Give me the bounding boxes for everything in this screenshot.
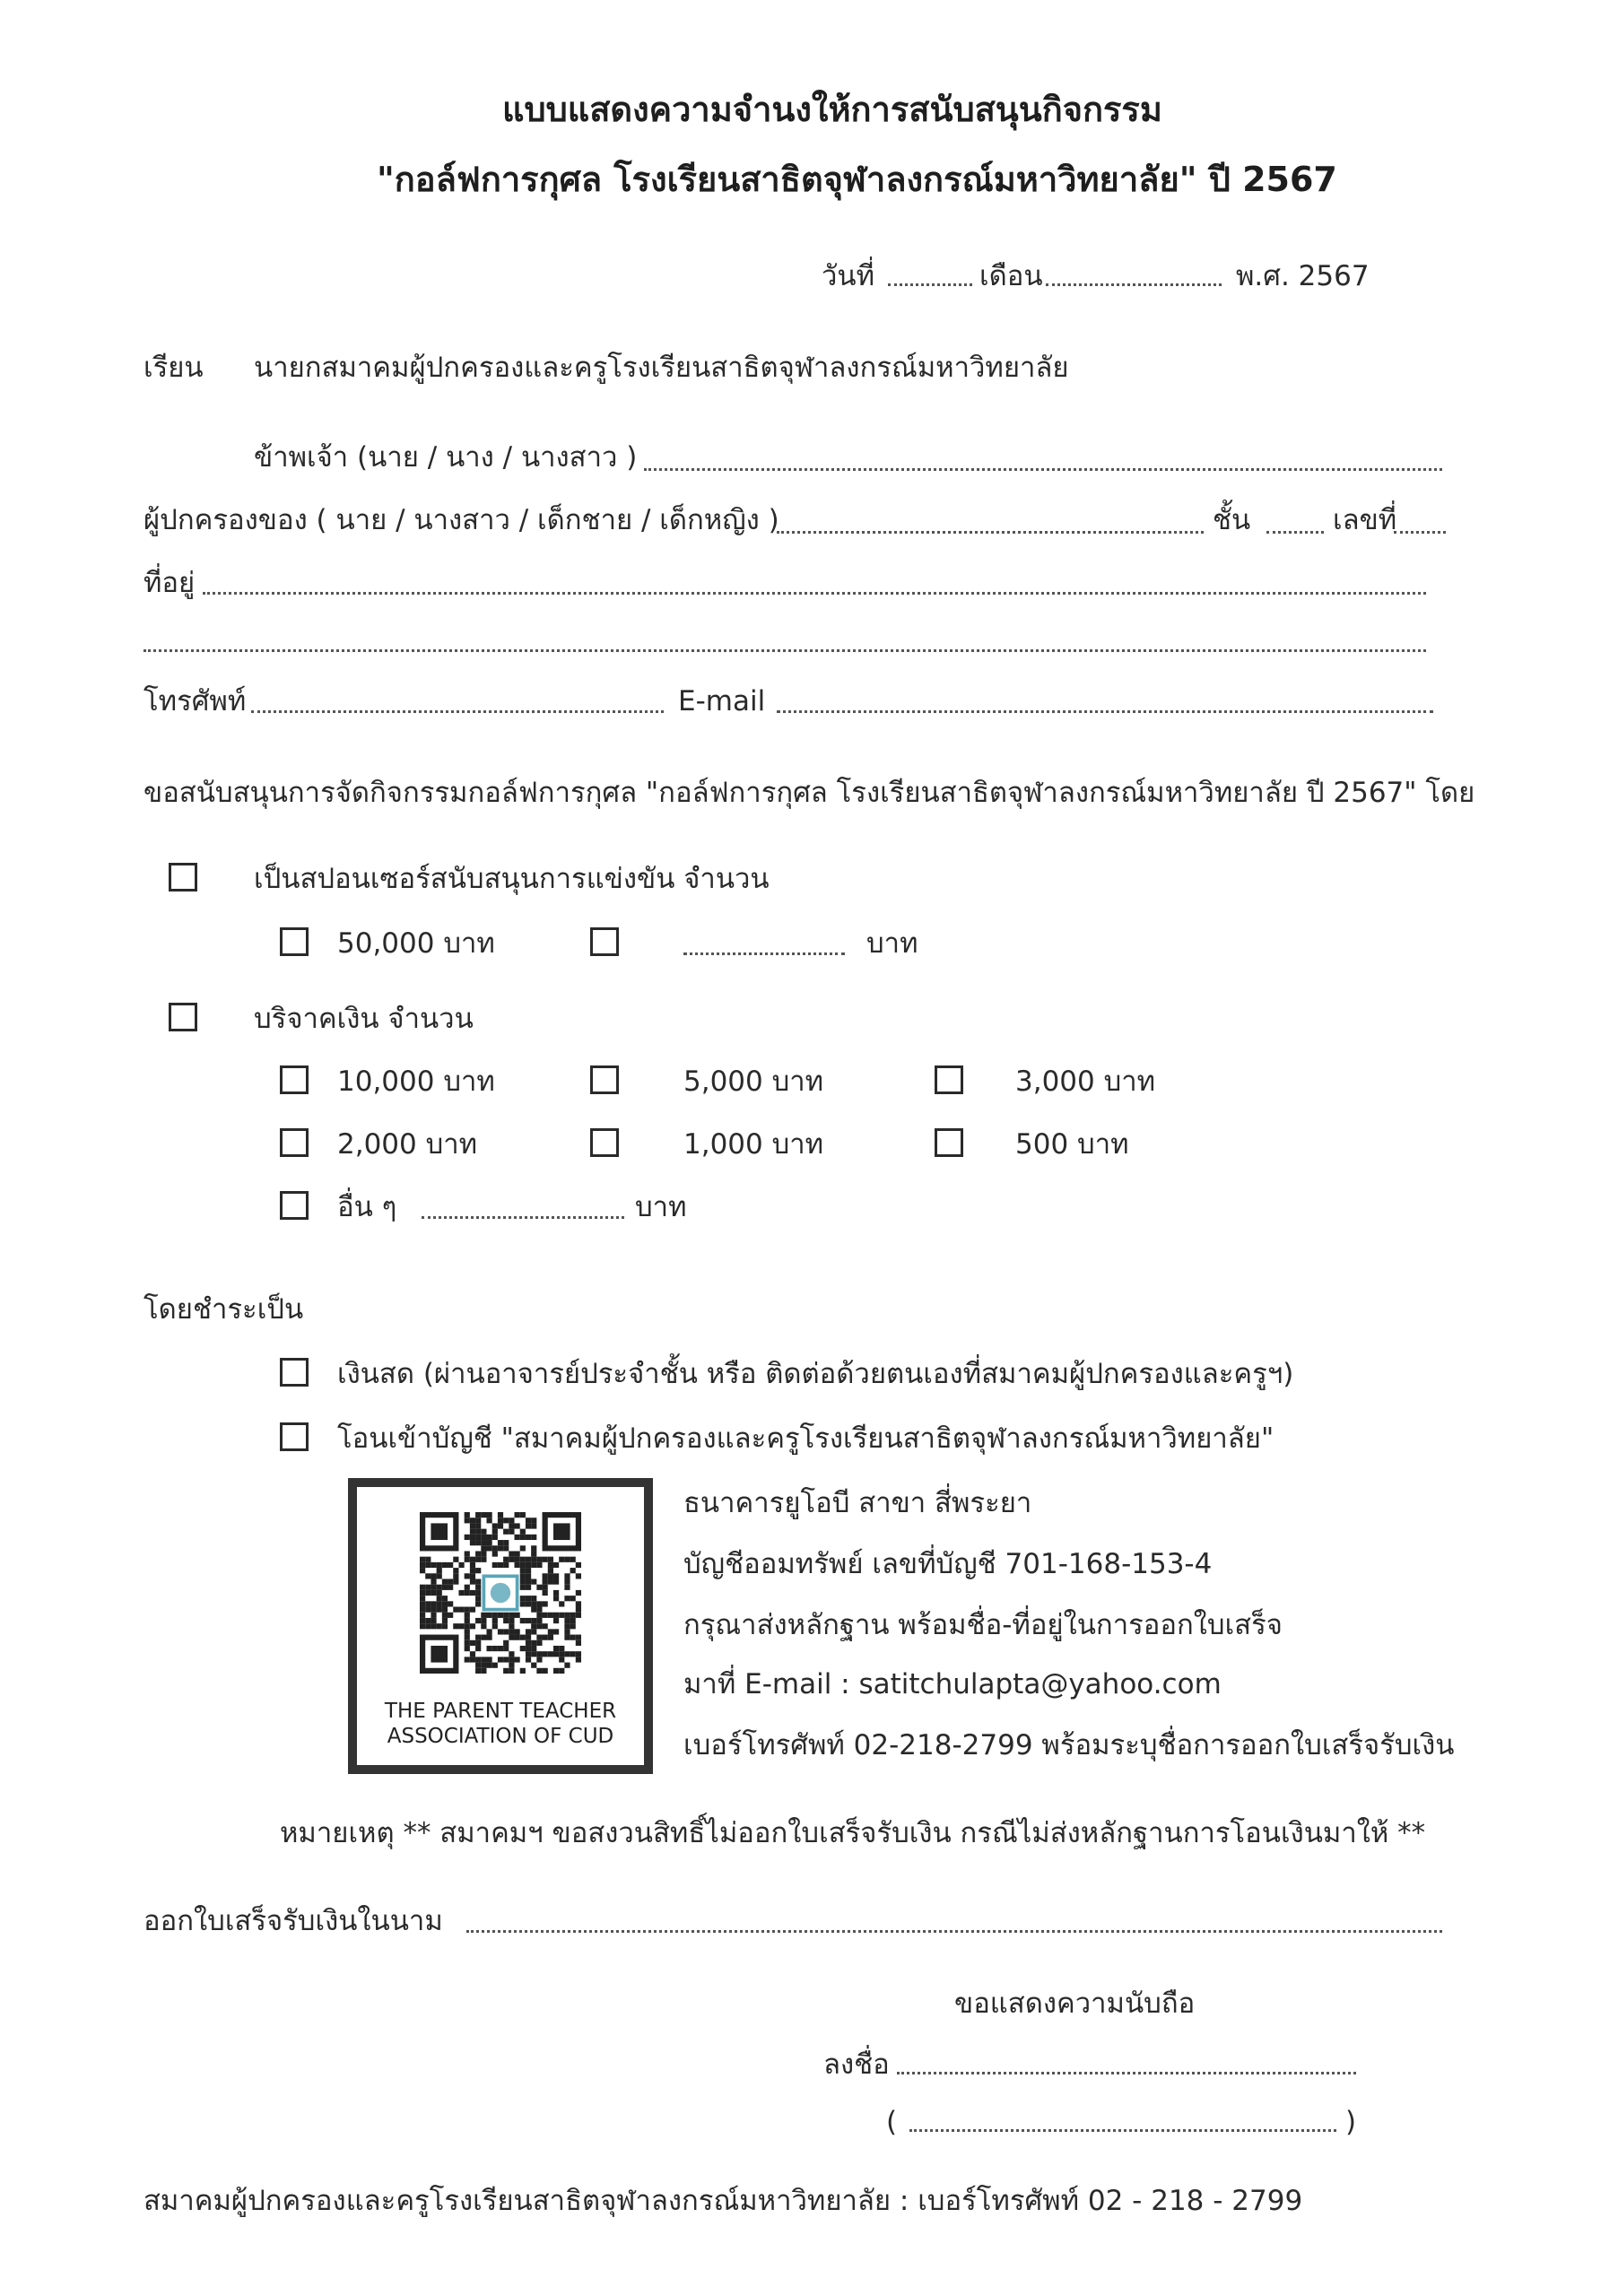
evidence-instruction: กรุณาส่งหลักฐาน พร้อมชื่อ-ที่อยู่ในการออกใบเสร็จ	[683, 1609, 1283, 1641]
payment-cash-label: เงินสด (ผ่านอาจารย์ประจำชั้น หรือ ติดต่อด้วยตนเองที่สมาคมผู้ปกครองและครูฯ)	[337, 1358, 1294, 1390]
number-field[interactable]	[1394, 531, 1446, 534]
email-field[interactable]	[777, 710, 1433, 713]
grade-label: ชั้น	[1213, 504, 1251, 536]
qr-caption-line-1: THE PARENT TEACHER	[384, 1700, 617, 1723]
sponsor-other-field[interactable]	[683, 952, 845, 955]
closing-regards: ขอแสดงความนับถือ	[954, 1987, 1196, 2020]
donation-2000-checkbox[interactable]	[280, 1128, 309, 1157]
donation-3000-label: 3,000 บาท	[1015, 1065, 1156, 1098]
guardian-field[interactable]	[777, 531, 1204, 534]
bank-name: ธนาคารยูโอบี สาขา สี่พระยา	[683, 1487, 1032, 1519]
donation-other-label: อื่น ๆ	[337, 1191, 397, 1223]
donation-5000-checkbox[interactable]	[590, 1065, 619, 1094]
date-day-field[interactable]	[888, 283, 972, 286]
donation-other-field[interactable]	[422, 1216, 624, 1219]
date-year-label: พ.ศ. 2567	[1236, 260, 1370, 292]
donation-500-label: 500 บาท	[1015, 1128, 1129, 1161]
qr-code-icon	[420, 1512, 581, 1674]
sponsor-other-unit: บาท	[866, 927, 918, 960]
donation-label: บริจาคเงิน จำนวน	[254, 1003, 474, 1035]
signatory-paren-open: (	[886, 2106, 898, 2138]
title-line-1: แบบแสดงความจำนงให้การสนับสนุนกิจกรรม	[502, 90, 1162, 129]
recipient-name: นายกสมาคมผู้ปกครองและครูโรงเรียนสาธิตจุฬาลงกรณ์มหาวิทยาลัย	[254, 352, 1069, 384]
note: หมายเหตุ ** สมาคมฯ ขอสงวนสิทธิ์ไม่ออกใบเสร็จรับเงิน กรณีไม่ส่งหลักฐานการโอนเงินมาให้ **	[280, 1817, 1426, 1849]
payment-transfer-checkbox[interactable]	[280, 1422, 309, 1451]
signature-label: ลงชื่อ	[823, 2048, 890, 2081]
qr-code-card	[348, 1478, 653, 1774]
signatory-paren-close: )	[1345, 2106, 1357, 2138]
evidence-phone: เบอร์โทรศัพท์ 02-218-2799 พร้อมระบุชื่อการออกใบเสร็จรับเงิน	[683, 1729, 1455, 1761]
recipient-label: เรียน	[144, 352, 204, 384]
phone-label: โทรศัพท์	[144, 685, 247, 718]
guardian-label: ผู้ปกครองของ ( นาย / นางสาว / เด็กชาย / เด็กหญิง )	[144, 504, 779, 536]
applicant-name-label: ข้าพเจ้า (นาย / นาง / นางสาว )	[254, 441, 638, 474]
donation-10000-checkbox[interactable]	[280, 1065, 309, 1094]
number-label: เลขที่	[1333, 504, 1397, 536]
bank-account: บัญชีออมทรัพย์ เลขที่บัญชี 701-168-153-4	[683, 1548, 1213, 1580]
donation-checkbox[interactable]	[169, 1003, 197, 1031]
title-line-2: "กอล์ฟการกุศล โรงเรียนสาธิตจุฬาลงกรณ์มหาวิทยาลัย" ปี 2567	[377, 160, 1337, 199]
donation-1000-checkbox[interactable]	[590, 1128, 619, 1157]
date-day-label: วันที่	[822, 260, 875, 292]
address-label: ที่อยู่	[144, 567, 196, 599]
evidence-email: มาที่ E-mail : satitchulapta@yahoo.com	[683, 1668, 1222, 1700]
applicant-name-field[interactable]	[644, 468, 1442, 471]
receipt-name-label: ออกใบเสร็จรับเงินในนาม	[144, 1905, 443, 1937]
sponsor-50000-label: 50,000 บาท	[337, 927, 495, 960]
sponsor-label: เป็นสปอนเซอร์สนับสนุนการแข่งขัน จำนวน	[254, 863, 770, 895]
phone-field[interactable]	[251, 710, 664, 713]
sponsor-other-checkbox[interactable]	[590, 927, 619, 956]
sponsor-checkbox[interactable]	[169, 863, 197, 891]
payment-transfer-label: โอนเข้าบัญชี "สมาคมผู้ปกครองและครูโรงเรียนสาธิตจุฬาลงกรณ์มหาวิทยาลัย"	[337, 1422, 1274, 1455]
footer-contact: สมาคมผู้ปกครองและครูโรงเรียนสาธิตจุฬาลงกรณ์มหาวิทยาลัย : เบอร์โทรศัพท์ 02 - 218 - 2799	[144, 2185, 1303, 2217]
signature-field[interactable]	[897, 2072, 1356, 2074]
payment-label: โดยชำระเป็น	[144, 1293, 304, 1326]
email-label: E-mail	[678, 685, 766, 718]
receipt-name-field[interactable]	[466, 1930, 1442, 1933]
donation-other-unit: บาท	[635, 1191, 687, 1223]
grade-field[interactable]	[1266, 531, 1324, 534]
donation-500-checkbox[interactable]	[935, 1128, 963, 1157]
address-field-line-2[interactable]	[144, 649, 1426, 652]
donation-other-checkbox[interactable]	[280, 1191, 309, 1220]
qr-caption	[357, 1699, 644, 1749]
date-month-field[interactable]	[1046, 283, 1222, 286]
payment-cash-checkbox[interactable]	[280, 1358, 309, 1387]
address-field-line-1[interactable]	[203, 592, 1426, 595]
sponsor-50000-checkbox[interactable]	[280, 927, 309, 956]
donation-10000-label: 10,000 บาท	[337, 1065, 495, 1098]
date-month-label: เดือน	[979, 260, 1043, 292]
support-intro: ขอสนับสนุนการจัดกิจกรรมกอล์ฟการกุศล "กอล์ฟการกุศล โรงเรียนสาธิตจุฬาลงกรณ์มหาวิทยาลัย ปี 2567" โดย	[144, 777, 1475, 809]
signatory-name-field[interactable]	[909, 2129, 1336, 2132]
donation-2000-label: 2,000 บาท	[337, 1128, 478, 1161]
donation-1000-label: 1,000 บาท	[683, 1128, 824, 1161]
qr-caption-line-2: ASSOCIATION OF CUD	[387, 1725, 614, 1748]
donation-3000-checkbox[interactable]	[935, 1065, 963, 1094]
donation-5000-label: 5,000 บาท	[683, 1065, 824, 1098]
